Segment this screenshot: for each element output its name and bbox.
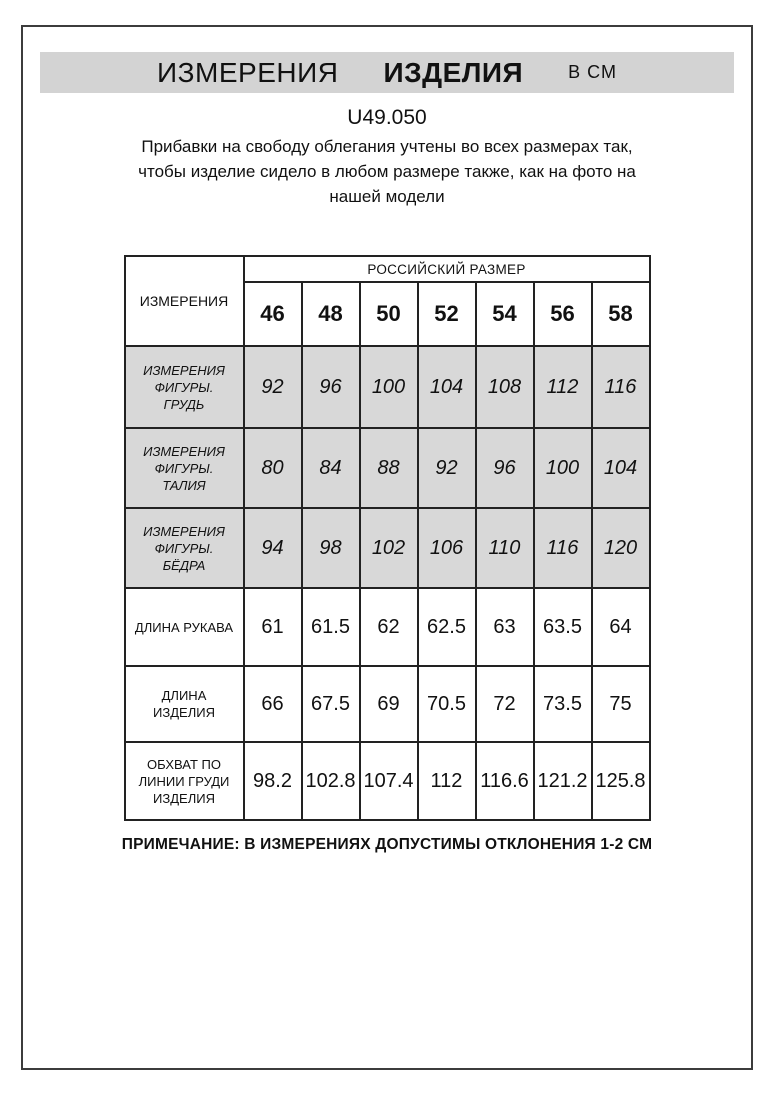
size-header-58: 58 [592,282,650,346]
value-cell: 108 [476,346,534,428]
value-cell: 116 [592,346,650,428]
description [23,134,751,209]
value-cell: 61 [244,588,302,666]
tolerance-note: ПРИМЕЧАНИЕ: В ИЗМЕРЕНИЯХ ДОПУСТИМЫ ОТКЛОНЕНИЯ 1-2 СМ [121,836,653,853]
value-cell: 94 [244,508,302,588]
value-cell: 104 [592,428,650,508]
value-cell: 61.5 [302,588,360,666]
value-cell: 63 [476,588,534,666]
row-label-body-hips: ИЗМЕРЕНИЯ ФИГУРЫ. БЁДРА [125,508,244,588]
value-cell: 110 [476,508,534,588]
value-cell: 62.5 [418,588,476,666]
value-cell: 88 [360,428,418,508]
value-cell: 116 [534,508,592,588]
value-cell: 104 [418,346,476,428]
value-cell: 64 [592,588,650,666]
value-cell: 96 [476,428,534,508]
value-cell: 72 [476,666,534,742]
value-cell: 98.2 [244,742,302,820]
size-header-48: 48 [302,282,360,346]
page-frame [21,25,753,1070]
value-cell: 70.5 [418,666,476,742]
title-units: В СМ [568,62,617,82]
table-row-body-waist [125,428,650,508]
row-label-sleeve-length: ДЛИНА РУКАВА [125,588,244,666]
value-cell: 96 [302,346,360,428]
value-cell: 100 [360,346,418,428]
value-cell: 106 [418,508,476,588]
size-header-54: 54 [476,282,534,346]
table-row-body-hips [125,508,650,588]
table-row-chest-girth [125,742,650,820]
value-cell: 75 [592,666,650,742]
description-line-1: Прибавки на свободу облегания учтены во всех размерах так, [141,137,633,156]
value-cell: 102.8 [302,742,360,820]
size-header-46: 46 [244,282,302,346]
row-label-body-chest: ИЗМЕРЕНИЯ ФИГУРЫ. ГРУДЬ [125,346,244,428]
value-cell: 80 [244,428,302,508]
size-header-50: 50 [360,282,418,346]
title-banner [40,52,734,93]
value-cell: 69 [360,666,418,742]
value-cell: 66 [244,666,302,742]
table-row-body-chest [125,346,650,428]
table-group-header-row [125,256,650,282]
description-line-2: чтобы изделие сидело в любом размере также, как на фото на [138,162,636,181]
value-cell: 116.6 [476,742,534,820]
row-label-body-waist: ИЗМЕРЕНИЯ ФИГУРЫ. ТАЛИЯ [125,428,244,508]
value-cell: 120 [592,508,650,588]
value-cell: 63.5 [534,588,592,666]
value-cell: 100 [534,428,592,508]
size-table [124,255,651,821]
row-label-chest-girth: ОБХВАТ ПО ЛИНИИ ГРУДИ ИЗДЕЛИЯ [125,742,244,820]
value-cell: 98 [302,508,360,588]
title-measurements: ИЗМЕРЕНИЯ [157,56,339,88]
value-cell: 112 [534,346,592,428]
value-cell: 73.5 [534,666,592,742]
value-cell: 92 [244,346,302,428]
group-header-russian-size: РОССИЙСКИЙ РАЗМЕР [244,256,650,282]
value-cell: 62 [360,588,418,666]
value-cell: 107.4 [360,742,418,820]
product-code: U49.050 [347,106,427,129]
description-line-3: нашей модели [329,187,445,206]
value-cell: 92 [418,428,476,508]
table-row-item-length [125,666,650,742]
table-corner-label: ИЗМЕРЕНИЯ [125,256,244,346]
value-cell: 125.8 [592,742,650,820]
size-header-56: 56 [534,282,592,346]
row-label-item-length: ДЛИНА ИЗДЕЛИЯ [125,666,244,742]
value-cell: 84 [302,428,360,508]
value-cell: 112 [418,742,476,820]
value-cell: 121.2 [534,742,592,820]
title-product: ИЗДЕЛИЯ [383,56,524,88]
value-cell: 67.5 [302,666,360,742]
size-header-52: 52 [418,282,476,346]
value-cell: 102 [360,508,418,588]
table-row-sleeve-length [125,588,650,666]
